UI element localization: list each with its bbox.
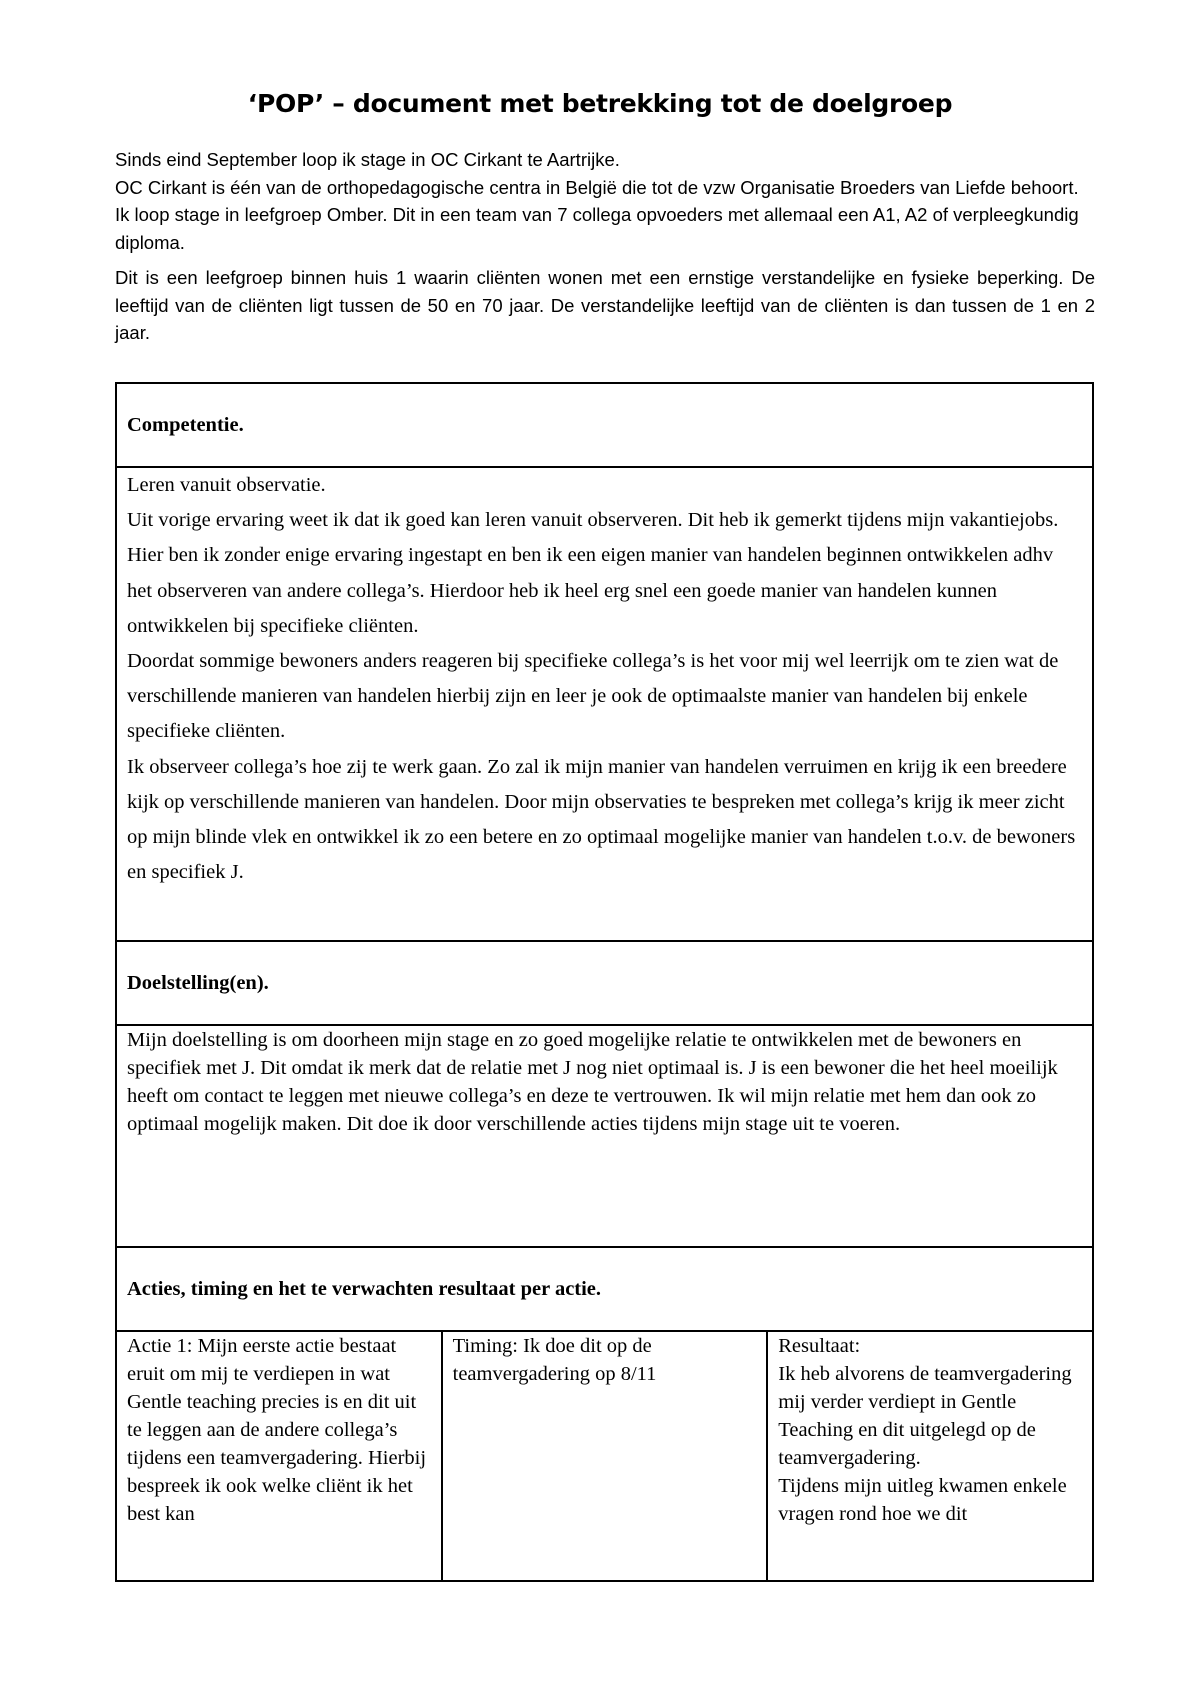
- actie-1-text: Actie 1: Mijn eerste actie bestaat eruit om mij te verdiepen in wat Gentle teaching precies is en dit uit te leggen aan de andere collega’s tijdens een teamvergadering. Hierbij bespreek ik ook welke cliënt ik het best kan: [127, 1335, 427, 1525]
- competentie-paragraph: Doordat sommige bewoners anders reageren bij specifieke collega’s is het voor mij wel leerrijk om te zien wat de verschillende manieren van handelen hierbij zijn en leer je ook de optimaalste manier van handelen bij enkele specifieke cliënten.: [127, 650, 1059, 743]
- competentie-line: Leren vanuit observatie.: [127, 474, 326, 496]
- resultaat-1-label: Resultaat:: [778, 1335, 861, 1357]
- timing-1-cell: [442, 1331, 768, 1581]
- actie-1-cell: [116, 1331, 442, 1581]
- intro-line: OC Cirkant is één van de orthopedagogische centra in België die tot de vzw Organisatie Broeders van Liefde behoort.: [115, 176, 1079, 198]
- competentie-paragraph: Uit vorige ervaring weet ik dat ik goed kan leren vanuit observeren. Dit heb ik gemerkt tijdens mijn vakantiejobs. Hier ben ik zonder enige ervaring ingestapt en ben ik een eigen manier van handelen beginnen ontwikkelen adhv het observeren van andere collega’s. Hierdoor heb ik heel erg snel een goede manier van handelen kunnen ontwikkelen bij specifieke cliënten.: [127, 509, 1059, 637]
- document-title: ‘POP’ – document met betrekking tot de doelgroep: [247, 89, 953, 118]
- timing-1-text: Timing: Ik doe dit op de teamvergadering op 8/11: [452, 1335, 657, 1385]
- doelstelling-paragraph: Mijn doelstelling is om doorheen mijn stage en zo goed mogelijke relatie te ontwikkelen met de bewoners en specifiek met J. Dit omdat ik merk dat de relatie met J nog niet optimaal is. J is een bewoner die het heel moeilijk heeft om contact te leggen met nieuwe collega’s en deze te vertrouwen. Ik wil mijn relatie met hem dan ook zo optimaal mogelijk maken. Dit doe ik door verschillende acties tijdens mijn stage uit te voeren.: [127, 1029, 1058, 1135]
- resultaat-1-cell: [767, 1331, 1093, 1581]
- intro-line: Sinds eind September loop ik stage in OC Cirkant te Aartrijke.: [115, 149, 620, 170]
- competentie-label: Competentie.: [116, 383, 1093, 467]
- competentie-body: [116, 467, 1093, 941]
- intro-line: Ik loop stage in leefgroep Omber. Dit in een team van 7 collega opvoeders met allemaal een A1, A2 of verpleegkundig diploma.: [115, 204, 1079, 253]
- pop-table: [115, 382, 1094, 1582]
- intro-section: [115, 146, 1095, 347]
- competentie-paragraph: Ik observeer collega’s hoe zij te werk gaan. Zo zal ik mijn manier van handelen verruimen en krijg ik een breedere kijk op verschillende manieren van handelen. Door mijn observaties te bespreken met collega’s krijg ik meer zicht op mijn blinde vlek en ontwikkel ik zo een betere en zo optimaal mogelijke manier van handelen t.o.v. de bewoners en specifiek J.: [127, 755, 1076, 884]
- acties-label: Acties, timing en het te verwachten resultaat per actie.: [116, 1247, 1093, 1331]
- doelstelling-label: Doelstelling(en).: [116, 941, 1093, 1025]
- resultaat-1-text: Tijdens mijn uitleg kwamen enkele vragen rond hoe we dit: [778, 1475, 1067, 1525]
- doelstelling-body: [116, 1025, 1093, 1247]
- resultaat-1-text: Ik heb alvorens de teamvergadering mij verder verdiept in Gentle Teaching en dit uitgelegd op de teamvergadering.: [778, 1363, 1072, 1469]
- intro-paragraph: Dit is een leefgroep binnen huis 1 waarin cliënten wonen met een ernstige verstandelijke en fysieke beperking. De leeftijd van de cliënten ligt tussen de 50 en 70 jaar. De verstandelijke leeftijd van de cliënten is dan tussen de 1 en 2 jaar.: [115, 267, 1095, 343]
